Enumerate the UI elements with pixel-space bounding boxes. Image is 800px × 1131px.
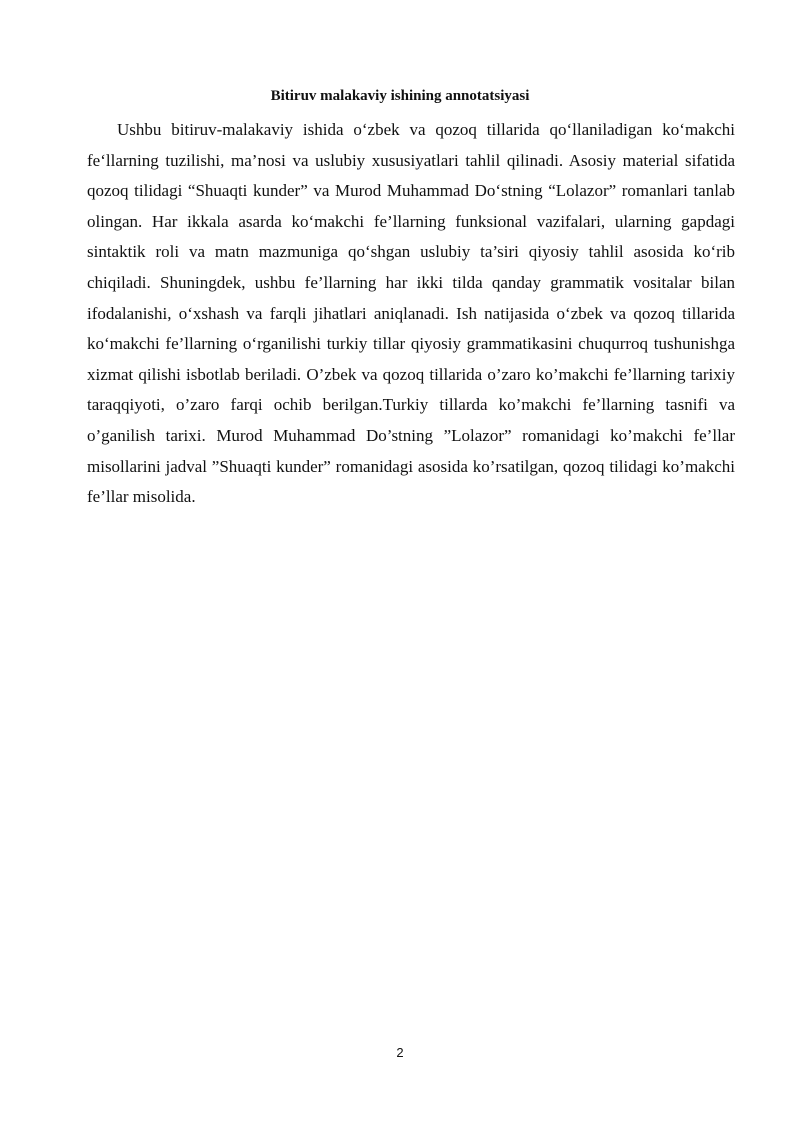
- annotation-title: Bitiruv malakaviy ishining annotatsiyasi: [270, 88, 530, 104]
- page-number: 2: [396, 1045, 404, 1060]
- annotation-paragraph: Ushbu bitiruv-malakaviy ishida o‘zbek va qozoq tillarida qo‘llaniladigan ko‘makchi fe‘llarning tuzilishi, ma’nosi va uslubiy xususiyatlari tahlil qilinadi. Asosiy material sifatida qozoq tilidagi “Shuaqti kunder” va Murod Muhammad Do‘stning “Lolazor” romanlari tanlab olingan. Har ikkala asarda ko‘makchi fe’llarning funksional vazifalari, ularning gapdagi sintaktik roli va matn mazmuniga qo‘shgan uslubiy ta’siri qiyosiy tahlil asosida ko‘rib chiqiladi. Shuningdek, ushbu fe’llarning har ikki tilda qanday grammatik vositalar bilan ifodalanishi, o‘xshash va farqli jihatlari aniqlanadi. Ish natijasida o‘zbek va qozoq tillarida ko‘makchi fe’llarning o‘rganilishi turkiy tillar qiyosiy grammatikasini chuqurroq tushunishga xizmat qilishi isbotlab beriladi. O’zbek va qozoq tillarida o’zaro ko’makchi fe’llarning tarixiy taraqqiyoti, o’zaro farqi ochib berilgan.Turkiy tillarda ko’makchi fe’llarning tasnifi va o’ganilish tarixi. Murod Muhammad Do’stning ”Lolazor” romanidagi ko’makchi fe’llar misollarini jadval ”Shuaqti kunder” romanidagi asosida ko’rsatilgan, qozoq tilidagi ko’makchi fe’llar misolida.: [87, 120, 735, 507]
